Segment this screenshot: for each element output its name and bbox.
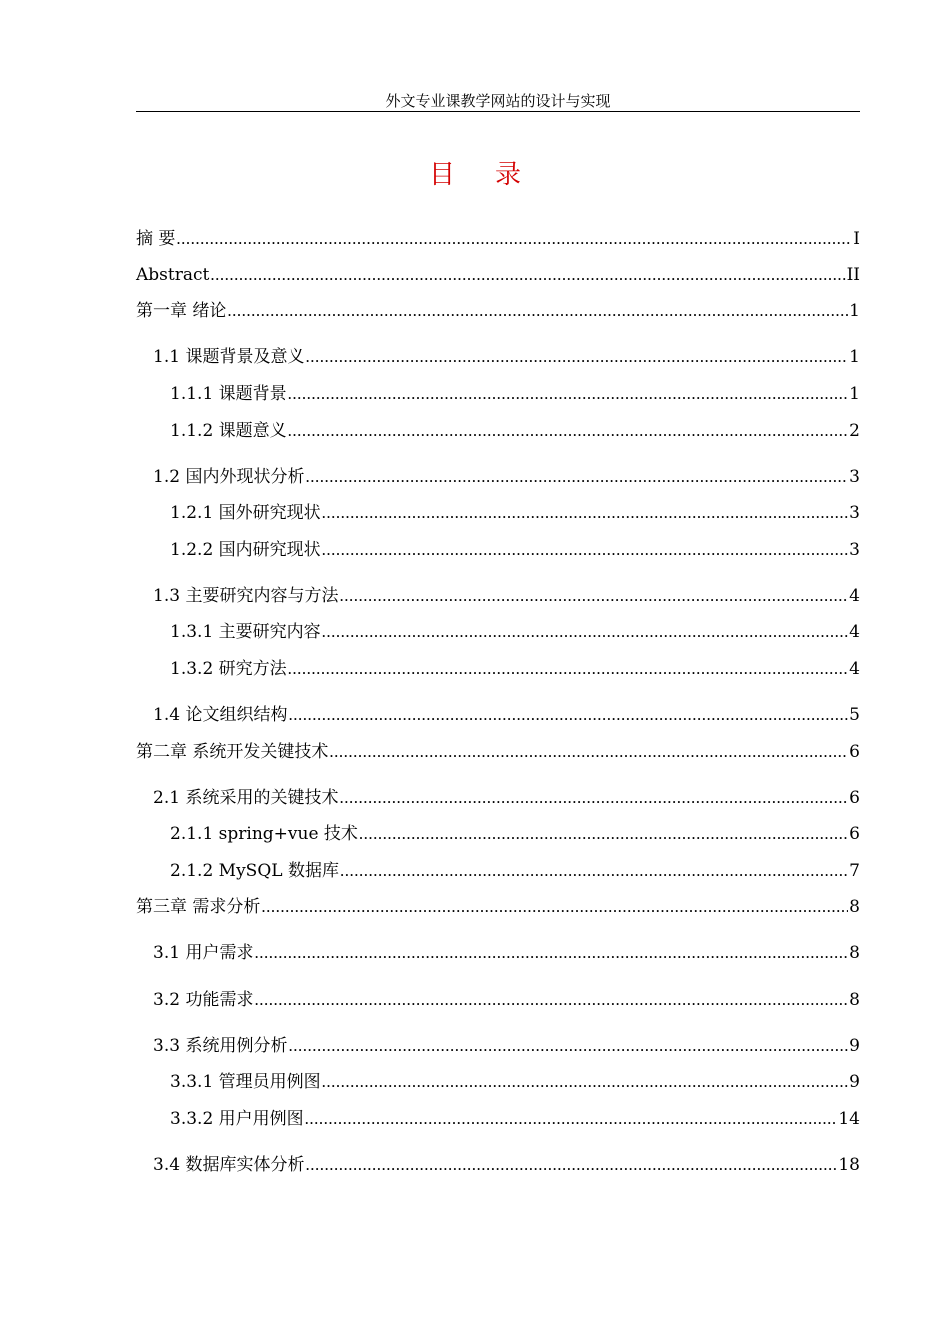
toc-entry-page-number: 6 [849, 824, 860, 844]
dot-leader [329, 740, 848, 764]
toc-entry[interactable] [136, 941, 860, 965]
dot-leader [288, 1034, 848, 1058]
toc-entry[interactable] [136, 263, 860, 287]
toc-entry[interactable] [136, 786, 860, 810]
toc-entry[interactable] [136, 465, 860, 489]
dot-leader [322, 620, 849, 644]
toc-entry-label: 1.2.2 国内研究现状 [170, 540, 321, 560]
dot-leader [359, 822, 848, 846]
toc-entry[interactable] [136, 419, 860, 443]
toc-entry-page-number: 4 [849, 659, 860, 679]
running-header: 外文专业课教学网站的设计与实现 [385, 92, 611, 110]
toc-entry-label: 摘 要 [136, 229, 176, 249]
toc-entry-page-number: 3 [849, 503, 860, 523]
toc-entry-label: 第二章 系统开发关键技术 [136, 742, 329, 762]
toc-entry-label: 第一章 绪论 [136, 301, 227, 321]
toc-entry[interactable] [136, 822, 860, 846]
toc-entry-page-number: 9 [849, 1036, 860, 1056]
dot-leader [288, 703, 848, 727]
dot-leader [176, 227, 852, 251]
dot-leader [254, 988, 848, 1012]
toc-entry[interactable] [136, 501, 860, 525]
dot-leader [305, 1107, 838, 1131]
toc-entry-page-number: 8 [849, 990, 860, 1010]
dot-leader [339, 786, 848, 810]
toc-entry-label: 3.2 功能需求 [153, 990, 254, 1010]
toc-entry-label: 2.1.1 spring+vue 技术 [170, 824, 358, 844]
toc-entry-page-number: 7 [849, 861, 860, 881]
dot-leader [305, 1153, 837, 1177]
toc-entry[interactable] [136, 1153, 860, 1177]
dot-leader [288, 382, 849, 406]
toc-entry[interactable] [136, 227, 860, 251]
toc-entry-label: 3.1 用户需求 [153, 943, 254, 963]
toc-entry-page-number: 9 [849, 1072, 860, 1092]
dot-leader [305, 465, 848, 489]
toc-entry[interactable] [136, 345, 860, 369]
toc-entry-page-number: 8 [849, 943, 860, 963]
toc-entry[interactable] [136, 299, 860, 323]
toc-entry-page-number: 5 [849, 705, 860, 725]
toc-entry-label: 1.1.2 课题意义 [170, 421, 287, 441]
toc-entry[interactable] [136, 703, 860, 727]
toc-entry-page-number: 6 [849, 788, 860, 808]
toc-entry[interactable] [136, 584, 860, 608]
toc-entry-label: 3.3.2 用户用例图 [170, 1109, 304, 1129]
toc-entry-label: 1.3.2 研究方法 [170, 659, 287, 679]
toc-entry[interactable] [136, 382, 860, 406]
toc-entry-label: 1.3.1 主要研究内容 [170, 622, 321, 642]
dot-leader [254, 941, 848, 965]
dot-leader [288, 419, 849, 443]
dot-leader [322, 538, 849, 562]
toc-entry-page-number: 1 [849, 347, 860, 367]
toc-entry-label: 第三章 需求分析 [136, 897, 261, 917]
dot-leader [322, 1070, 849, 1094]
toc-entry-page-number: 6 [849, 742, 860, 762]
toc-entry-page-number: 1 [849, 301, 860, 321]
toc-entry-label: 2.1 系统采用的关键技术 [153, 788, 339, 808]
toc-entry-page-number: 4 [849, 586, 860, 606]
toc-entry-page-number: 1 [849, 384, 860, 404]
dot-leader [261, 895, 848, 919]
dot-leader [288, 657, 849, 681]
dot-leader [227, 299, 848, 323]
toc-entry-label: 3.3.1 管理员用例图 [170, 1072, 321, 1092]
toc-entry-label: 1.1.1 课题背景 [170, 384, 287, 404]
toc-entry-page-number: II [846, 265, 860, 285]
toc-entry[interactable] [136, 538, 860, 562]
toc-entry-label: Abstract [136, 265, 210, 285]
toc-entry-page-number: 8 [849, 897, 860, 917]
toc-entry-page-number: 2 [849, 421, 860, 441]
toc-entry-page-number: 14 [838, 1109, 860, 1129]
toc-entry[interactable] [136, 1070, 860, 1094]
toc-entry-page-number: 3 [849, 540, 860, 560]
toc-entry-label: 2.1.2 MySQL 数据库 [170, 861, 339, 881]
toc-entry[interactable] [136, 657, 860, 681]
toc-entry-page-number: I [853, 229, 860, 249]
toc-entry[interactable] [136, 1107, 860, 1131]
toc-entry-label: 3.3 系统用例分析 [153, 1036, 288, 1056]
toc-entry-label: 1.2 国内外现状分析 [153, 467, 305, 487]
toc-title: 目录 [428, 160, 561, 190]
toc-entry[interactable] [136, 895, 860, 919]
toc-entry[interactable] [136, 1034, 860, 1058]
header-rule [136, 111, 860, 112]
dot-leader [210, 263, 845, 287]
toc-entry-label: 3.4 数据库实体分析 [153, 1155, 305, 1175]
toc-entry[interactable] [136, 988, 860, 1012]
dot-leader [322, 501, 849, 525]
toc-entry[interactable] [136, 859, 860, 883]
dot-leader [339, 584, 848, 608]
toc-entry-page-number: 3 [849, 467, 860, 487]
dot-leader [340, 859, 848, 883]
toc-entry-page-number: 18 [838, 1155, 860, 1175]
toc-entry[interactable] [136, 740, 860, 764]
dot-leader [305, 345, 848, 369]
toc-entry-label: 1.3 主要研究内容与方法 [153, 586, 339, 606]
toc-entry-label: 1.1 课题背景及意义 [153, 347, 305, 367]
toc-entry-label: 1.2.1 国外研究现状 [170, 503, 321, 523]
toc-entry[interactable] [136, 620, 860, 644]
toc-entry-label: 1.4 论文组织结构 [153, 705, 288, 725]
toc-entry-page-number: 4 [849, 622, 860, 642]
